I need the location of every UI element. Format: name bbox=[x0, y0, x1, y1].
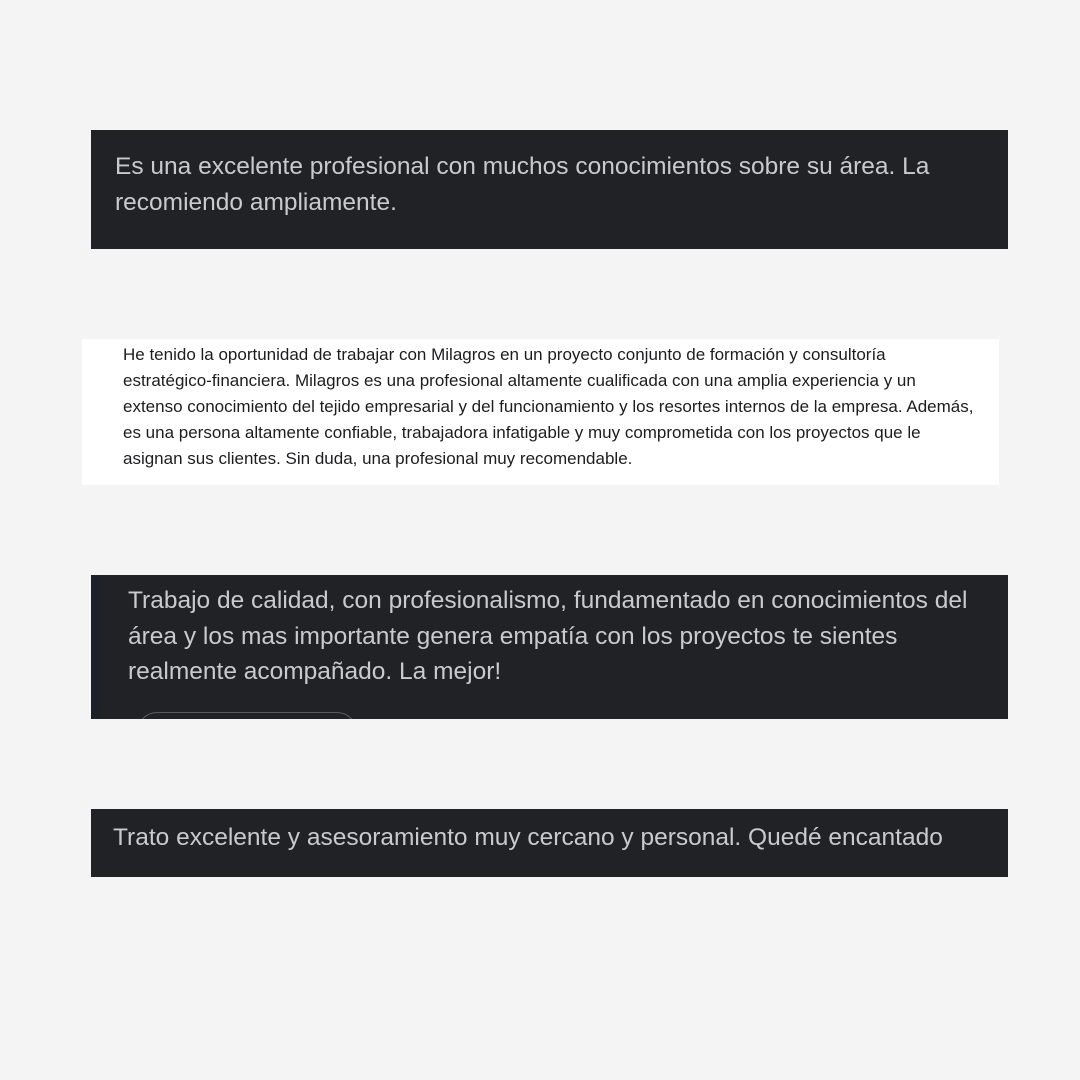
review-card-3 bbox=[91, 575, 1008, 719]
left-edge-strip bbox=[91, 575, 100, 719]
review-text: He tenido la oportunidad de trabajar con Milagros en un proyecto conjunto de formación y consultoría estratégico-financiera. Milagros es una profesional altamente cualificada con una amplia experiencia y un extenso conocimiento del tejido empresarial y del funcionamiento y los resortes internos de la empresa. Además, es una persona altamente confiable, trabajadora infatigable y muy comprometida con los proyectos que le asignan sus clientes. Sin duda, una profesional muy recomendable. bbox=[123, 345, 974, 468]
review-text: Trabajo de calidad, con profesionalismo, fundamentado en conocimientos del área y los mas importante genera empatía con los proyectos te sientes realmente acompañado. La mejor! bbox=[128, 587, 968, 685]
review-card-4 bbox=[91, 809, 1008, 877]
review-card-2 bbox=[82, 339, 999, 485]
cropped-pill-button bbox=[137, 712, 357, 719]
review-text: Trato excelente y asesoramiento muy cercano y personal. Quedé encantado bbox=[113, 824, 943, 851]
review-card-1 bbox=[91, 130, 1008, 249]
review-text: Es una excelente profesional con muchos conocimientos sobre su área. La recomiendo ampliamente. bbox=[115, 153, 930, 216]
